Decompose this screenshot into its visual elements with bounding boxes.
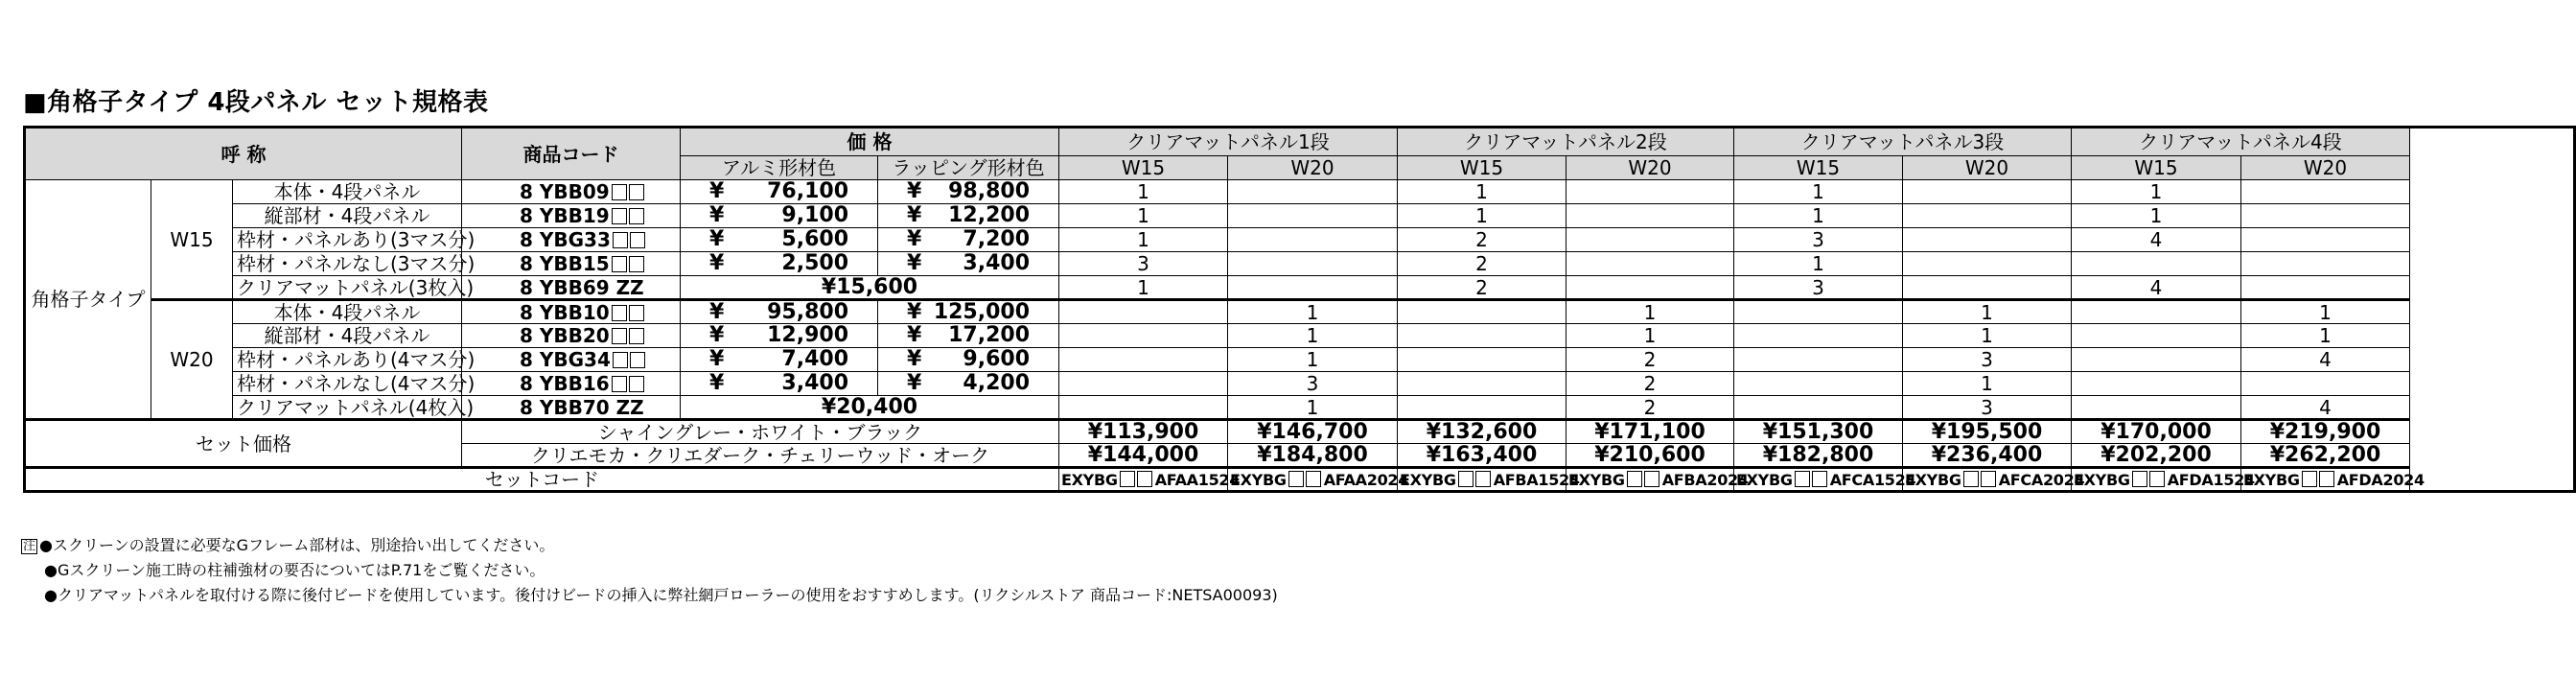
code-box bbox=[1795, 471, 1810, 487]
quantity-cell bbox=[1734, 372, 1903, 396]
quantity-cell: 2 bbox=[1566, 396, 1734, 420]
code-box bbox=[2149, 471, 2165, 487]
header-price-alumi: アルミ形材色 bbox=[681, 156, 878, 180]
code-box bbox=[629, 256, 644, 272]
code-box bbox=[612, 376, 627, 392]
quantity-cell: 2 bbox=[1398, 252, 1566, 276]
quantity-cell bbox=[1734, 300, 1903, 324]
set-code-suffix: AFDA2024 bbox=[2336, 471, 2425, 489]
quantity-cell: 1 bbox=[1228, 300, 1398, 324]
table-row bbox=[25, 396, 2575, 420]
quantity-cell: 3 bbox=[1734, 228, 1903, 252]
price-alumi-inner bbox=[681, 299, 877, 324]
price-alumi bbox=[681, 348, 878, 372]
set-code-prefix: EXYBG bbox=[2074, 471, 2130, 489]
item-name: 枠材・パネルなし(4マス分) bbox=[233, 372, 462, 396]
quantity-cell: 3 bbox=[1903, 396, 2072, 420]
code-box bbox=[612, 208, 627, 224]
price-alumi bbox=[681, 372, 878, 396]
price-wrap bbox=[878, 372, 1059, 396]
width-label: W15 bbox=[151, 180, 233, 300]
quantity-cell bbox=[2072, 252, 2241, 276]
set-code-label: セットコード bbox=[25, 468, 1059, 492]
header-panel-2: クリアマットパネル2段 bbox=[1398, 128, 1734, 156]
item-name: 枠材・パネルあり(3マス分) bbox=[233, 228, 462, 252]
price-alumi-inner bbox=[681, 349, 877, 370]
quantity-cell: 1 bbox=[1398, 204, 1566, 228]
table-row bbox=[25, 348, 2575, 372]
product-code-text: 8 YBB69 ZZ bbox=[520, 275, 644, 299]
quantity-cell bbox=[1398, 348, 1566, 372]
product-code-text: 8 YBB15 bbox=[520, 252, 610, 275]
price-value: 12,900 bbox=[767, 323, 849, 347]
quantity-cell bbox=[1059, 396, 1228, 420]
item-name: 本体・4段パネル bbox=[233, 180, 462, 204]
quantity-cell bbox=[1398, 300, 1566, 324]
set-price-value: ¥163,400 bbox=[1398, 444, 1566, 468]
yen-sign: ¥ bbox=[907, 203, 922, 227]
product-code bbox=[462, 300, 681, 324]
set-price-value: ¥132,600 bbox=[1398, 420, 1566, 444]
set-price-value: ¥171,100 bbox=[1566, 420, 1734, 444]
set-code-suffix: AFCA2024 bbox=[1998, 471, 2085, 489]
code-box bbox=[1627, 471, 1642, 487]
price-wrap bbox=[878, 348, 1059, 372]
quantity-cell: 1 bbox=[1059, 180, 1228, 204]
quantity-cell: 3 bbox=[1228, 372, 1398, 396]
quantity-cell: 1 bbox=[1903, 300, 2072, 324]
quantity-cell bbox=[1903, 252, 2072, 276]
quantity-cell bbox=[1734, 396, 1903, 420]
price-wrap-inner bbox=[878, 181, 1058, 202]
header-w15: W15 bbox=[1734, 156, 1903, 180]
yen-sign: ¥ bbox=[709, 179, 725, 203]
quantity-cell: 2 bbox=[1398, 228, 1566, 252]
product-code-text: 8 YBG34 bbox=[520, 348, 611, 371]
yen-sign: ¥ bbox=[709, 251, 725, 275]
set-code-cell bbox=[1566, 468, 1749, 492]
quantity-cell: 1 bbox=[1734, 204, 1903, 228]
quantity-cell bbox=[1566, 228, 1734, 252]
quantity-cell: 1 bbox=[1734, 252, 1903, 276]
yen-sign: ¥ bbox=[907, 227, 922, 251]
note-line bbox=[21, 558, 1278, 583]
code-box bbox=[1137, 471, 1152, 487]
item-name: 本体・4段パネル bbox=[233, 300, 462, 324]
set-code-prefix: EXYBG bbox=[1905, 471, 1961, 489]
price-wrap bbox=[878, 324, 1059, 348]
note-mark: 注 bbox=[23, 539, 36, 553]
product-code-text: 8 YBG33 bbox=[520, 228, 611, 251]
product-code bbox=[462, 324, 681, 348]
product-code bbox=[462, 252, 681, 276]
table-row bbox=[25, 180, 2575, 204]
item-name: クリアマットパネル(4枚入) bbox=[233, 396, 462, 420]
quantity-cell bbox=[1398, 324, 1566, 348]
price-alumi bbox=[681, 252, 878, 276]
set-code-cell bbox=[1059, 468, 1241, 492]
set-code-suffix: AFAA2024 bbox=[1323, 471, 1409, 489]
item-name: 縦部材・4段パネル bbox=[233, 204, 462, 228]
quantity-cell bbox=[2241, 180, 2410, 204]
header-w15: W15 bbox=[1398, 156, 1566, 180]
notes bbox=[21, 533, 1278, 608]
header-panel-3: クリアマットパネル3段 bbox=[1734, 128, 2072, 156]
quantity-cell: 4 bbox=[2072, 276, 2241, 300]
set-code-suffix: AFBA1524 bbox=[1493, 471, 1580, 489]
product-code bbox=[462, 372, 681, 396]
set-price-value: ¥146,700 bbox=[1228, 420, 1398, 444]
header-panel-4: クリアマットパネル4段 bbox=[2072, 128, 2410, 156]
quantity-cell bbox=[2072, 324, 2241, 348]
set-code-cell bbox=[1734, 468, 1916, 492]
item-name: 枠材・パネルあり(4マス分) bbox=[233, 348, 462, 372]
set-price-value: ¥210,600 bbox=[1566, 444, 1734, 468]
page-title: ■角格子タイプ 4段パネル セット規格表 bbox=[23, 88, 489, 117]
code-box bbox=[1981, 471, 1996, 487]
price-alumi bbox=[681, 204, 878, 228]
price-alumi bbox=[681, 180, 878, 204]
quantity-cell bbox=[1398, 372, 1566, 396]
yen-sign: ¥ bbox=[709, 347, 725, 371]
price-alumi-inner bbox=[681, 253, 877, 274]
price-alumi-inner bbox=[681, 205, 877, 226]
quantity-cell bbox=[1059, 348, 1228, 372]
quantity-cell: 1 bbox=[1566, 324, 1734, 348]
table-row bbox=[25, 276, 2575, 300]
quantity-cell: 2 bbox=[1566, 372, 1734, 396]
code-box bbox=[629, 376, 644, 392]
set-price-label: セット価格 bbox=[25, 420, 462, 468]
yen-sign: ¥ bbox=[709, 227, 725, 251]
price-alumi bbox=[681, 228, 878, 252]
quantity-cell: 1 bbox=[1228, 396, 1398, 420]
product-code-text: 8 YBB09 bbox=[520, 180, 610, 203]
set-code-suffix: AFBA2024 bbox=[1661, 471, 1749, 489]
quantity-cell: 2 bbox=[1398, 276, 1566, 300]
yen-sign: ¥ bbox=[907, 371, 922, 395]
quantity-cell bbox=[1903, 204, 2072, 228]
quantity-cell: 3 bbox=[1059, 252, 1228, 276]
price-alumi-inner bbox=[681, 325, 877, 346]
price-value: 98,800 bbox=[948, 179, 1031, 203]
quantity-cell bbox=[2241, 252, 2410, 276]
note-text: ●スクリーンの設置に必要なGフレーム部材は、別途拾い出してください。 bbox=[39, 536, 555, 554]
quantity-cell bbox=[1566, 276, 1734, 300]
set-code-prefix: EXYBG bbox=[1736, 471, 1793, 489]
set-code-row bbox=[25, 468, 2575, 492]
yen-sign: ¥ bbox=[709, 371, 725, 395]
price-value: 5,600 bbox=[781, 227, 849, 251]
price-wrap bbox=[878, 252, 1059, 276]
product-code bbox=[462, 204, 681, 228]
price-wrap bbox=[878, 228, 1059, 252]
quantity-cell: 4 bbox=[2241, 348, 2410, 372]
price-value: 12,200 bbox=[948, 203, 1031, 227]
price-wrap-inner bbox=[878, 229, 1058, 250]
quantity-cell: 1 bbox=[2072, 204, 2241, 228]
set-price-value: ¥195,500 bbox=[1903, 420, 2072, 444]
code-box bbox=[1120, 471, 1135, 487]
quantity-cell: 2 bbox=[1566, 348, 1734, 372]
set-code-suffix: AFCA1524 bbox=[1829, 471, 1916, 489]
quantity-cell: 1 bbox=[1059, 204, 1228, 228]
price-alumi-inner bbox=[681, 181, 877, 202]
code-box bbox=[612, 184, 627, 200]
code-box bbox=[629, 208, 644, 224]
header-row-1 bbox=[25, 128, 2575, 156]
price-value: 125,000 bbox=[933, 299, 1031, 324]
price-alumi-inner bbox=[681, 373, 877, 394]
price-wrap-inner bbox=[878, 373, 1058, 394]
product-code-text: 8 YBB19 bbox=[520, 204, 610, 227]
note-line bbox=[21, 583, 1278, 608]
set-code-cell bbox=[1398, 468, 1580, 492]
yen-sign: ¥ bbox=[709, 299, 725, 324]
price-wrap bbox=[878, 204, 1059, 228]
price-value: 17,200 bbox=[948, 323, 1031, 347]
set-price-value: ¥113,900 bbox=[1059, 420, 1228, 444]
set-code-cell bbox=[1903, 468, 2085, 492]
set-price-value: ¥184,800 bbox=[1228, 444, 1398, 468]
quantity-cell: 3 bbox=[1734, 276, 1903, 300]
code-box bbox=[1963, 471, 1979, 487]
yen-sign: ¥ bbox=[907, 251, 922, 275]
price-value: 7,400 bbox=[781, 347, 849, 371]
quantity-cell: 1 bbox=[1398, 180, 1566, 204]
code-box bbox=[1458, 471, 1474, 487]
header-w15: W15 bbox=[2072, 156, 2241, 180]
price-single: ¥20,400 bbox=[681, 396, 1059, 420]
set-code-cell bbox=[2072, 468, 2255, 492]
set-price-value: ¥170,000 bbox=[2072, 420, 2241, 444]
quantity-cell bbox=[2241, 228, 2410, 252]
set-price-colors: シャイングレー・ホワイト・ブラック bbox=[462, 420, 1059, 444]
code-box bbox=[630, 352, 645, 368]
yen-sign: ¥ bbox=[709, 323, 725, 347]
set-price-value: ¥182,800 bbox=[1734, 444, 1903, 468]
set-code-suffix: AFAA1524 bbox=[1154, 471, 1241, 489]
quantity-cell: 1 bbox=[2241, 324, 2410, 348]
item-name: 縦部材・4段パネル bbox=[233, 324, 462, 348]
set-price-colors: クリエモカ・クリエダーク・チェリーウッド・オーク bbox=[462, 444, 1059, 468]
code-box bbox=[630, 232, 645, 248]
quantity-cell bbox=[1059, 324, 1228, 348]
quantity-cell: 1 bbox=[1903, 324, 2072, 348]
code-box bbox=[613, 232, 628, 248]
quantity-cell bbox=[1734, 348, 1903, 372]
quantity-cell: 4 bbox=[2241, 396, 2410, 420]
set-code-prefix: EXYBG bbox=[2243, 471, 2300, 489]
note-line bbox=[21, 533, 1278, 558]
quantity-cell bbox=[2241, 276, 2410, 300]
price-value: 4,200 bbox=[963, 371, 1031, 395]
quantity-cell bbox=[1228, 180, 1398, 204]
header-price-wrap: ラッピング形材色 bbox=[878, 156, 1059, 180]
price-alumi bbox=[681, 324, 878, 348]
set-price-value: ¥219,900 bbox=[2241, 420, 2410, 444]
code-box bbox=[612, 305, 627, 321]
quantity-cell: 3 bbox=[1903, 348, 2072, 372]
quantity-cell bbox=[1228, 276, 1398, 300]
yen-sign: ¥ bbox=[907, 299, 922, 324]
price-value: 9,600 bbox=[963, 347, 1031, 371]
quantity-cell bbox=[1903, 228, 2072, 252]
price-wrap-inner bbox=[878, 299, 1058, 324]
header-w20: W20 bbox=[1903, 156, 2072, 180]
item-name: クリアマットパネル(3枚入) bbox=[233, 276, 462, 300]
quantity-cell: 4 bbox=[2072, 228, 2241, 252]
price-alumi bbox=[681, 300, 878, 324]
code-box bbox=[612, 256, 627, 272]
code-box bbox=[629, 305, 644, 321]
quantity-cell bbox=[1734, 324, 1903, 348]
code-box bbox=[629, 184, 644, 200]
yen-sign: ¥ bbox=[907, 347, 922, 371]
set-price-value: ¥262,200 bbox=[2241, 444, 2410, 468]
set-price-value: ¥236,400 bbox=[1903, 444, 2072, 468]
header-price: 価 格 bbox=[681, 128, 1059, 156]
header-w20: W20 bbox=[2241, 156, 2410, 180]
quantity-cell bbox=[2241, 372, 2410, 396]
quantity-cell bbox=[1566, 252, 1734, 276]
spec-table bbox=[23, 126, 2576, 493]
set-price-value: ¥151,300 bbox=[1734, 420, 1903, 444]
price-wrap bbox=[878, 300, 1059, 324]
quantity-cell bbox=[1566, 204, 1734, 228]
quantity-cell bbox=[2072, 348, 2241, 372]
table-row bbox=[25, 372, 2575, 396]
set-code-prefix: EXYBG bbox=[1400, 471, 1456, 489]
header-w20: W20 bbox=[1566, 156, 1734, 180]
product-code-text: 8 YBB70 ZZ bbox=[520, 395, 644, 419]
width-label: W20 bbox=[151, 300, 233, 420]
quantity-cell bbox=[1398, 396, 1566, 420]
quantity-cell: 1 bbox=[1228, 324, 1398, 348]
product-code bbox=[462, 348, 681, 372]
quantity-cell bbox=[1059, 300, 1228, 324]
code-box bbox=[1306, 471, 1321, 487]
quantity-cell bbox=[1903, 276, 2072, 300]
code-box bbox=[629, 328, 644, 344]
quantity-cell bbox=[1903, 180, 2072, 204]
quantity-cell bbox=[1059, 372, 1228, 396]
code-box bbox=[2319, 471, 2334, 487]
header-w20: W20 bbox=[1228, 156, 1398, 180]
product-code-text: 8 YBB20 bbox=[520, 324, 610, 347]
yen-sign: ¥ bbox=[907, 323, 922, 347]
set-code-cell bbox=[2241, 468, 2425, 492]
header-name: 呼 称 bbox=[25, 128, 462, 180]
price-value: 3,400 bbox=[963, 251, 1031, 275]
code-box bbox=[1644, 471, 1659, 487]
quantity-cell bbox=[2072, 396, 2241, 420]
code-box bbox=[1288, 471, 1304, 487]
product-code bbox=[462, 180, 681, 204]
price-value: 7,200 bbox=[963, 227, 1031, 251]
price-wrap-inner bbox=[878, 325, 1058, 346]
header-w15: W15 bbox=[1059, 156, 1228, 180]
quantity-cell bbox=[2241, 204, 2410, 228]
price-wrap bbox=[878, 180, 1059, 204]
set-code-cell bbox=[1228, 468, 1409, 492]
price-wrap-inner bbox=[878, 349, 1058, 370]
set-price-row bbox=[25, 420, 2575, 444]
price-value: 3,400 bbox=[781, 371, 849, 395]
quantity-cell: 1 bbox=[1059, 276, 1228, 300]
quantity-cell: 1 bbox=[2241, 300, 2410, 324]
set-price-value: ¥202,200 bbox=[2072, 444, 2241, 468]
quantity-cell bbox=[1566, 180, 1734, 204]
price-single: ¥15,600 bbox=[681, 276, 1059, 300]
code-box bbox=[612, 328, 627, 344]
product-code bbox=[462, 396, 681, 420]
table-row bbox=[25, 252, 2575, 276]
table-row bbox=[25, 300, 2575, 324]
product-code bbox=[462, 276, 681, 300]
quantity-cell bbox=[1228, 204, 1398, 228]
quantity-cell bbox=[2072, 372, 2241, 396]
price-wrap-inner bbox=[878, 253, 1058, 274]
table-row bbox=[25, 324, 2575, 348]
code-box bbox=[2132, 471, 2147, 487]
header-panel-1: クリアマットパネル1段 bbox=[1059, 128, 1398, 156]
set-code-prefix: EXYBG bbox=[1061, 471, 1118, 489]
set-price-value: ¥144,000 bbox=[1059, 444, 1228, 468]
code-box bbox=[2302, 471, 2317, 487]
header-code: 商品コード bbox=[462, 128, 681, 180]
code-box bbox=[613, 352, 628, 368]
quantity-cell bbox=[1228, 252, 1398, 276]
set-code-prefix: EXYBG bbox=[1568, 471, 1625, 489]
price-value: 2,500 bbox=[781, 251, 849, 275]
quantity-cell bbox=[2072, 300, 2241, 324]
yen-sign: ¥ bbox=[709, 203, 725, 227]
type-label: 角格子タイプ bbox=[25, 180, 151, 420]
price-alumi-inner bbox=[681, 229, 877, 250]
yen-sign: ¥ bbox=[907, 179, 922, 203]
price-value: 76,100 bbox=[767, 179, 849, 203]
note-text: ●Gスクリーン施工時の柱補強材の要否についてはP.71をご覧ください。 bbox=[44, 561, 545, 579]
quantity-cell: 1 bbox=[1734, 180, 1903, 204]
quantity-cell: 1 bbox=[1059, 228, 1228, 252]
note-text: ●クリアマットパネルを取付ける際に後付ビードを使用しています。後付けビードの挿入に弊社網戸ローラーの使用をおすすめします。(リクシルストア 商品コード:NETSA00093) bbox=[44, 586, 1278, 604]
code-box bbox=[1812, 471, 1827, 487]
product-code-text: 8 YBB10 bbox=[520, 300, 610, 324]
price-value: 95,800 bbox=[767, 299, 849, 324]
product-code-text: 8 YBB16 bbox=[520, 372, 610, 395]
quantity-cell: 1 bbox=[1228, 348, 1398, 372]
product-code bbox=[462, 228, 681, 252]
quantity-cell: 1 bbox=[2072, 180, 2241, 204]
quantity-cell: 1 bbox=[1566, 300, 1734, 324]
table-row bbox=[25, 228, 2575, 252]
price-value: 9,100 bbox=[781, 203, 849, 227]
price-wrap-inner bbox=[878, 205, 1058, 226]
code-box bbox=[1475, 471, 1491, 487]
set-code-prefix: EXYBG bbox=[1230, 471, 1287, 489]
quantity-cell bbox=[1228, 228, 1398, 252]
quantity-cell: 1 bbox=[1903, 372, 2072, 396]
item-name: 枠材・パネルなし(3マス分) bbox=[233, 252, 462, 276]
set-code-suffix: AFDA1524 bbox=[2167, 471, 2255, 489]
table-row bbox=[25, 204, 2575, 228]
